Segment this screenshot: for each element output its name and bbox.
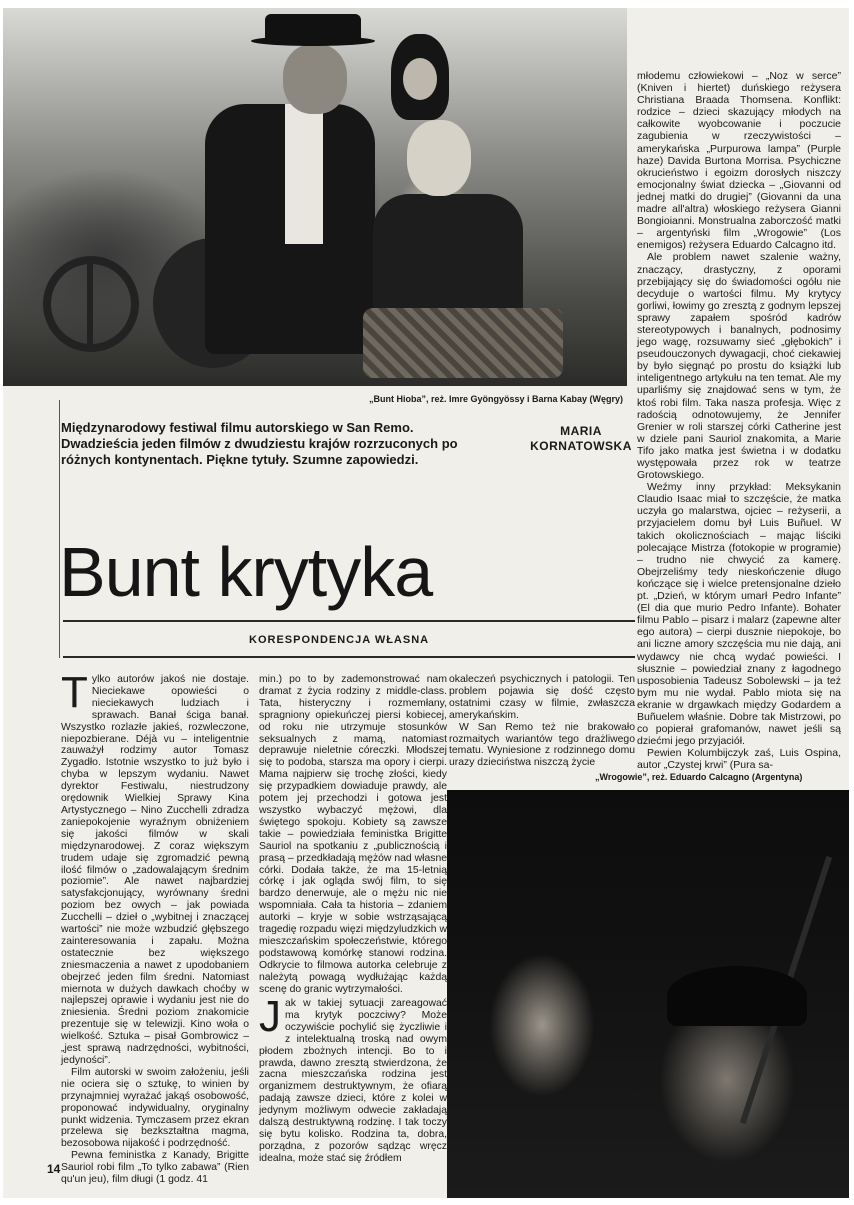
- paragraph: Film autorski w swoim założeniu, jeśli nie ociera się o sztukę, to winien by przynajmniej wyrażać jakąś osobowość, proponować indywidualny, oryginalny punkt widzenia. Tymczasem przez ekran przelewa się bezkształtna magma, bezosobowa nijakość i podrzędność.: [61, 1066, 249, 1150]
- text-column-2-lower: [259, 992, 447, 1165]
- paragraph: Pewna feministka z Kanady, Brigitte Sauriol robi film „To tylko zabawa” (Rien qu'un jeu), film długi (1 godz. 41: [61, 1150, 249, 1186]
- magazine-page: [3, 8, 849, 1198]
- text-column-4: [637, 70, 841, 771]
- photo-caption-top: „Bunt Hioba”, reż. Imre Gyöngyössy i Barna Kabay (Węgry): [369, 394, 624, 404]
- paragraph: Weźmy inny przykład: Meksykanin Claudio Isaac miał to szczęście, że matka uczyła go malarstwa, ojciec – reżyserii, a przyjacielem domu był Luis Buñuel. W takich okolicznościach – mając liściki polecające Mistrza (fotokopie w programie) – trudno nie chwycić za kamerę. Obejrzeliśmy tedy nieskończenie długo kończące się i wielce pretensjonalne dzieło pt. „Dzień, w którym umarł Pedro Infante” (El dia que murio Pedro Infante). Bohater filmu Pablo – pisarz i malarz (zapewne alter ego autora) – cierpi dusznie niepokoje, bo ani liczne amory szczęścia mu nie dają, ani wydawcy nie chcą wydać powieści. I słusznie – powiedział znany z łagodnego usposobienia Tadeusz Sobolewski – ja też bym mu nie wydał. Pablo miota się na ekranie w drgawkach między Godardem a Buñuelem właśnie. Dobre tak Mistrzowi, po co popierał grafomanów, nawet jeśli są dziećmi jego przyjaciół.: [637, 481, 841, 748]
- paragraph: młodemu człowiekowi – „Noz w serce” (Kniven i hiertet) duńskiego reżysera Christiana Braada Thomsena. Konflikt: rodzice – dzieci skazujący młodych na całkowite wyobcowanie i poczucie zagubienia w rzeczywistości – amerykańska „Purpurowa lampa” (Purple haze) Davida Burtona Morrisa. Psychiczne okrucieństwo i egoizm dorosłych niszczy emocjonalny świat dziecka – „Giovanni od jednej matki do drugiej” (Giovanni da una madre all'altra) włoskiego reżysera Gianni Bongioianni. Monstrualna zaborczość matki – argentyński film „Wrogowie” (Los enemigos) reżysera Eduardo Calcagno itd.: [637, 70, 841, 252]
- cart-wheel: [43, 256, 139, 352]
- bowler-hat: [667, 966, 807, 1026]
- kicker: KORESPONDENCJA WŁASNA: [249, 634, 430, 646]
- paragraph: [259, 992, 447, 1165]
- paragraph: min.) po to by zademonstrować nam dramat z życia rodziny z middle-class. Tata, histeryczny i rozmemłany, spragniony opiekuńczej piersi kobiecej, od roku nie utrzymuje stosunków seksualnych z mamą, natomiast deprawuje nieletnie córeczki. Młodszej się to podoba, starsza ma opory i cierpi. Mama najpierw się trochę złości, kiedy się przypadkiem dowiaduje prawdy, ale potem jej przechodzi i gotowa jest wszystko wybaczyć mężowi, dla świętego spokoju. Kobiety są zawsze takie – powiedziała feministka Brigitte Sauriol na spotkaniu z „publicznością i prasą – przedkładają mężów nad własne córki. Dodała także, że ma 15-letnią córkę i jak ogląda swój film, to się bardzo denerwuje, ale o mężu nic nie wspomniała. Cała ta historia – zdaniem autorki – kryje w sobie wstrząsającą tragedię rozpadu więzi międzyludzkich w mieszczańskim społeczeństwie, którego podstawową komórkę stanowi rodzina. Odkrycie to filmowa autorka celebruje z należytą powagą wydłużając każdą scenę do granic wytrzymałości.: [259, 674, 447, 995]
- paragraph-text: ak w takiej sytuacji zareagować ma krytyk poczciwy? Może oczywiście pochylić się życzliwie i z intelektualną troską nad owym płodem zbożnych intencji. Bo to i prawda, dawno zresztą stwierdzona, że zacna mieszczańska rodzina jest organizmem destruktywnym, że ofiarą padają zawsze dzieci, które z kolei w jedynym możliwym odwecie zakładają dalszą destruktywną rodzinę. I tak toczy się bytu kolisko. Rodzina ta, dobra, porządna, z pozorów sądząc wręcz idealna, może stać się źródłem: [259, 998, 447, 1164]
- lede-text: Międzynarodowy festiwal filmu autorskiego w San Remo. Dwadzieścia jeden filmów z dwudziestu krajów rozrzuconych po różnych kontynentach. Piękne tytuły. Szumne zapowiedzi.: [61, 420, 458, 467]
- vertical-rule: [59, 400, 60, 658]
- kicker-rule: [63, 656, 635, 658]
- author-byline: MARIA KORNATOWSKA: [530, 424, 632, 453]
- text-column-1: [61, 668, 249, 1186]
- headline-rule: [63, 620, 635, 622]
- dropcap: T: [61, 668, 88, 717]
- shirt-front: [285, 104, 323, 244]
- boy-head: [407, 120, 471, 196]
- text-column-2: [259, 674, 447, 995]
- paragraph: okaleczeń psychicznych i patologii. Ten problem pojawia się dość często ostatnimi czasy w filmie, zwłaszcza amerykańskim.: [449, 674, 635, 721]
- hat-brim: [251, 36, 375, 46]
- paragraph: Pewien Kolumbijczyk zaś, Luis Ospina, autor „Czystej krwi” (Pura sa-: [637, 747, 841, 772]
- photo-caption-bottom: „Wrogowie”, reż. Eduardo Calcagno (Argentyna): [595, 772, 803, 782]
- dropcap: J: [259, 992, 281, 1041]
- page-number: 14: [47, 1162, 61, 1176]
- film-still-bunt-hioba: [3, 8, 627, 386]
- headline: Bunt krytyka: [59, 533, 433, 611]
- paragraph: [61, 668, 249, 1067]
- text-column-3: [449, 674, 635, 769]
- paragraph: W San Remo też nie brakowało rozmaitych wariantów tego drażliwego tematu. Wyniesione z rodzinnego domu urazy dzieciństwa niszczą życie: [449, 721, 635, 769]
- man-head: [283, 44, 347, 114]
- wicker-basket: [363, 308, 563, 378]
- paragraph: Ale problem nawet szalenie ważny, znaczący, drastyczny, z oporami przebijający się do świadomości ogółu nie decyduje o wartości filmu. My krytycy gorliwi, łowimy go zresztą z godnym lepszej sprawy zapałem spośród kadrów stereotypowych i banalnych, podnosimy jego wagę, rozsuwamy sieć „głębokich” i pseudouczonych dywagacji, choć ciekawiej by było sięgnąć po prostu do książki lub inteligentnego artykułu na ten temat. Ale my uparliśmy się znajdować sens w tym, że ktoś robi film. Taka nasza profesja. Więc z radością odnotowujemy, że Jennifer Grenier w roli starszej córki Catherine jest w dziele pani Sauriol znakomita, a Marie Tifo jako matka jest świetna i w dodatku występowała przez rok w teatrze Grotowskiego.: [637, 251, 841, 482]
- paragraph-text: ylko autorów jakoś nie dostaje. Nieciekawe opowieści o nieciekawych ludziach i sprawach. Banał ściga banał. Wszystko rozlazłe jakieś, rozwleczone, niepozbierane. Déjà vu – inteligentnie zauważył rodzimy autor Tomasz Zygadło. Istotnie wszystko to już było i chyba w lepszym wydaniu. Nawet dyrektor Festiwalu, niestrudzony orędownik Wielkiej Sprawy Kina Artystycznego – Nino Zucchelli zdradza zaniepokojenie wyraźnym obniżeniem się jakości filmów w skali międzynarodowej. Z coraz większym trudem udaje się zgromadzić pewną ilość filmów o „zadowalającym średnim poziomie”. Ale nawet najbardziej satysfakcjonujący, wyrównany średni poziom bez owych – jak powiada Zucchelli – dzieł o „wybitnej i znaczącej wartości” nie może wzbudzić głębszego zainteresowania i zapału. Można ostatecznie bez większego zniesmaczenia a nawet z upodobaniem obejrzeć jeden film średni. Natomiast miernota w dużych dawkach choćby w najlepszej oprawie i wydaniu jest nie do zniesienia. Średni poziom znakomicie prezentuje się w telewizji. Kino woła o wielkość. Sztuka – pisał Gombrowicz – „jest sprawą nadrzędności, wybitności, jedyności”.: [61, 674, 249, 1066]
- woman-face: [403, 58, 437, 100]
- film-still-wrogowie: [447, 790, 849, 1198]
